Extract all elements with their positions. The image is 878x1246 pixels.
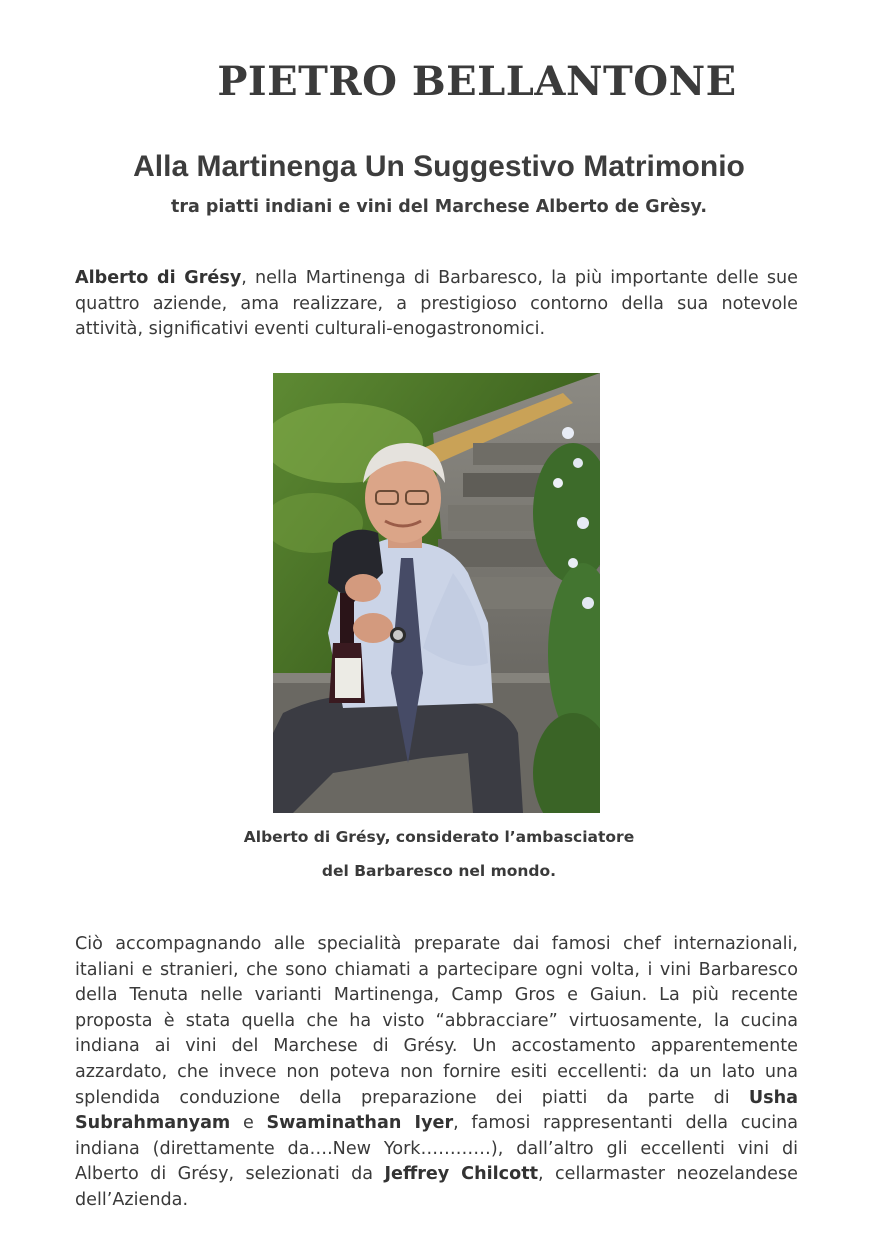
body-text-3: , famosi rappresentanti della cucina indiana (direttamente da….New York…………), dall’altro gli eccellenti vini di Alberto di Grésy, selezionati da	[75, 1113, 799, 1185]
body-text-1: Ciò accompagnando alle specialità preparate dai famosi chef internazionali, italiani e stranieri, che sono chiamati a partecipare ogni volta, i vini Barbaresco della Tenuta nelle varianti Martinenga, Camp Gros e Gaiun. La più recente proposta è stata quella che ha visto “abbracciare” virtuosamente, la cucina indiana ai vini del Marchese di Grésy. Un accostamento apparentemente azzardato, che invece non poteva non fornire esiti eccellenti: da un lato una splendida conduzione della preparazione dei piatti da parte di	[75, 934, 798, 1108]
intro-text: , nella Martinenga di Barbaresco, la più importante delle sue quattro aziende, ama realizzare, a prestigioso contorno della sua notevole attività, significativi eventi culturali-enogastronomici.	[75, 268, 798, 340]
article-subtitle: tra piatti indiani e vini del Marchese Alberto de Grèsy.	[171, 197, 707, 217]
author-name: PIETRO BELLANTONE	[217, 58, 737, 105]
body-text-4: , cellarmaster neozelandese dell’Azienda.	[75, 1164, 798, 1210]
portrait-illustration	[273, 373, 600, 813]
intro-paragraph	[75, 266, 798, 343]
chef-name-swaminathan: Swaminathan Iyer	[266, 1113, 454, 1134]
portrait-photo	[273, 373, 600, 813]
cellarmaster-name: Jeffrey Chilcott	[384, 1164, 539, 1185]
intro-lead-bold: Alberto di Grésy	[75, 268, 242, 288]
article-title: Alla Martinenga Un Suggestivo Matrimonio	[133, 150, 745, 183]
body-text-2: e	[230, 1113, 267, 1134]
photo-caption-line-2: del Barbaresco nel mondo.	[321, 862, 557, 880]
body-paragraph	[75, 932, 798, 1214]
photo-caption-line-1: Alberto di Grésy, considerato l’ambasciatore	[243, 828, 635, 846]
chef-name-usha: Usha Subrahmanyam	[75, 1087, 798, 1134]
